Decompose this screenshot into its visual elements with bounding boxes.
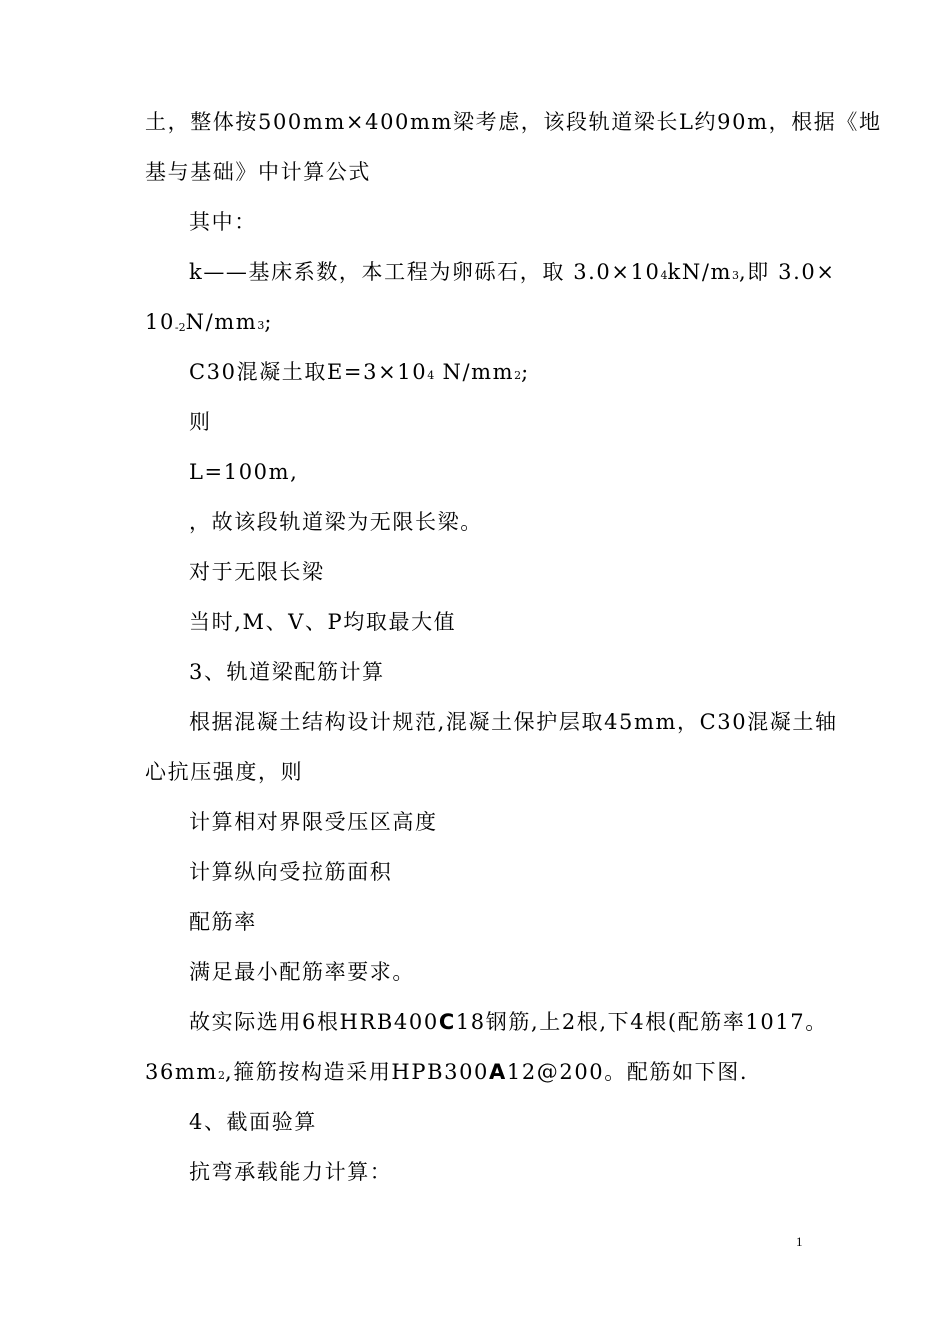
text-run: 10 <box>397 360 428 384</box>
times-symbol: × <box>378 360 398 384</box>
body-text <box>145 104 882 1204</box>
text-run: 36mm <box>145 1060 218 1084</box>
text-run: ; <box>264 310 274 334</box>
text-run: ,箍筋按构造采用HPB300 <box>224 1060 489 1084</box>
paragraph-line: 满足最小配筋率要求。 <box>189 960 415 984</box>
text-run: N/mm <box>434 360 515 384</box>
text-run: 故实际选用6根HRB400 <box>189 1010 439 1034</box>
paragraph-line: L=100m, <box>189 460 299 484</box>
text-run: C30混凝土取E=3 <box>189 360 379 384</box>
superscript-exponent: 2 <box>514 369 522 382</box>
paragraph-line <box>145 1054 810 1104</box>
rebar-grade-symbol: A <box>489 1060 507 1084</box>
superscript-exponent: -2 <box>174 321 186 334</box>
superscript-exponent: 4 <box>427 369 435 382</box>
paragraph-line: 对于无限长梁 <box>189 560 325 584</box>
paragraph-line: 当时,M、V、P均取最大值 <box>189 610 457 634</box>
text-run: ,即 3.0× <box>739 260 836 284</box>
text-run: N/mm <box>185 310 258 334</box>
paragraph-line: 抗弯承载能力计算： <box>189 1160 393 1184</box>
paragraph-line: ，故该段轨道梁为无限长梁。 <box>189 510 483 534</box>
paragraph-line: 心抗压强度，则 <box>145 760 304 784</box>
text-run: ; <box>521 360 530 384</box>
text-run: 18钢筋,上2根,下4根(配筋率1017。 <box>455 1010 828 1034</box>
text-run: kN/m <box>667 260 733 284</box>
superscript-exponent: 3 <box>732 269 740 282</box>
paragraph-line <box>145 254 836 304</box>
rebar-grade-symbol: C <box>438 1010 456 1034</box>
paragraph-line: 计算相对界限受压区高度 <box>189 810 438 834</box>
page-number: 1 <box>796 1234 803 1249</box>
paragraph-line <box>145 354 810 404</box>
text-run: 12@200。配筋如下图. <box>506 1060 749 1084</box>
section-heading: 3、轨道梁配筋计算 <box>189 660 385 684</box>
text-run: k——基床系数，本工程为卵砾石，取 3.0×10 <box>189 260 661 284</box>
superscript-exponent: 2 <box>217 1069 225 1082</box>
superscript-exponent: 4 <box>660 269 668 282</box>
paragraph-line <box>145 304 810 354</box>
superscript-exponent: 3 <box>257 319 265 332</box>
paragraph-line: 土，整体按500mm×400mm梁考虑，该段轨道梁长L约90m，根据《地 <box>145 110 882 134</box>
paragraph-line: 其中： <box>189 210 257 234</box>
paragraph-line <box>145 1004 828 1054</box>
paragraph-line: 则 <box>189 410 212 434</box>
paragraph-line: 基与基础》中计算公式 <box>145 160 371 184</box>
text-run: 10 <box>145 310 175 334</box>
section-heading: 4、截面验算 <box>189 1110 317 1134</box>
paragraph-line: 根据混凝土结构设计规范,混凝土保护层取45mm，C30混凝土轴 <box>189 710 838 734</box>
paragraph-line: 配筋率 <box>189 910 257 934</box>
paragraph-line: 计算纵向受拉筋面积 <box>189 860 393 884</box>
